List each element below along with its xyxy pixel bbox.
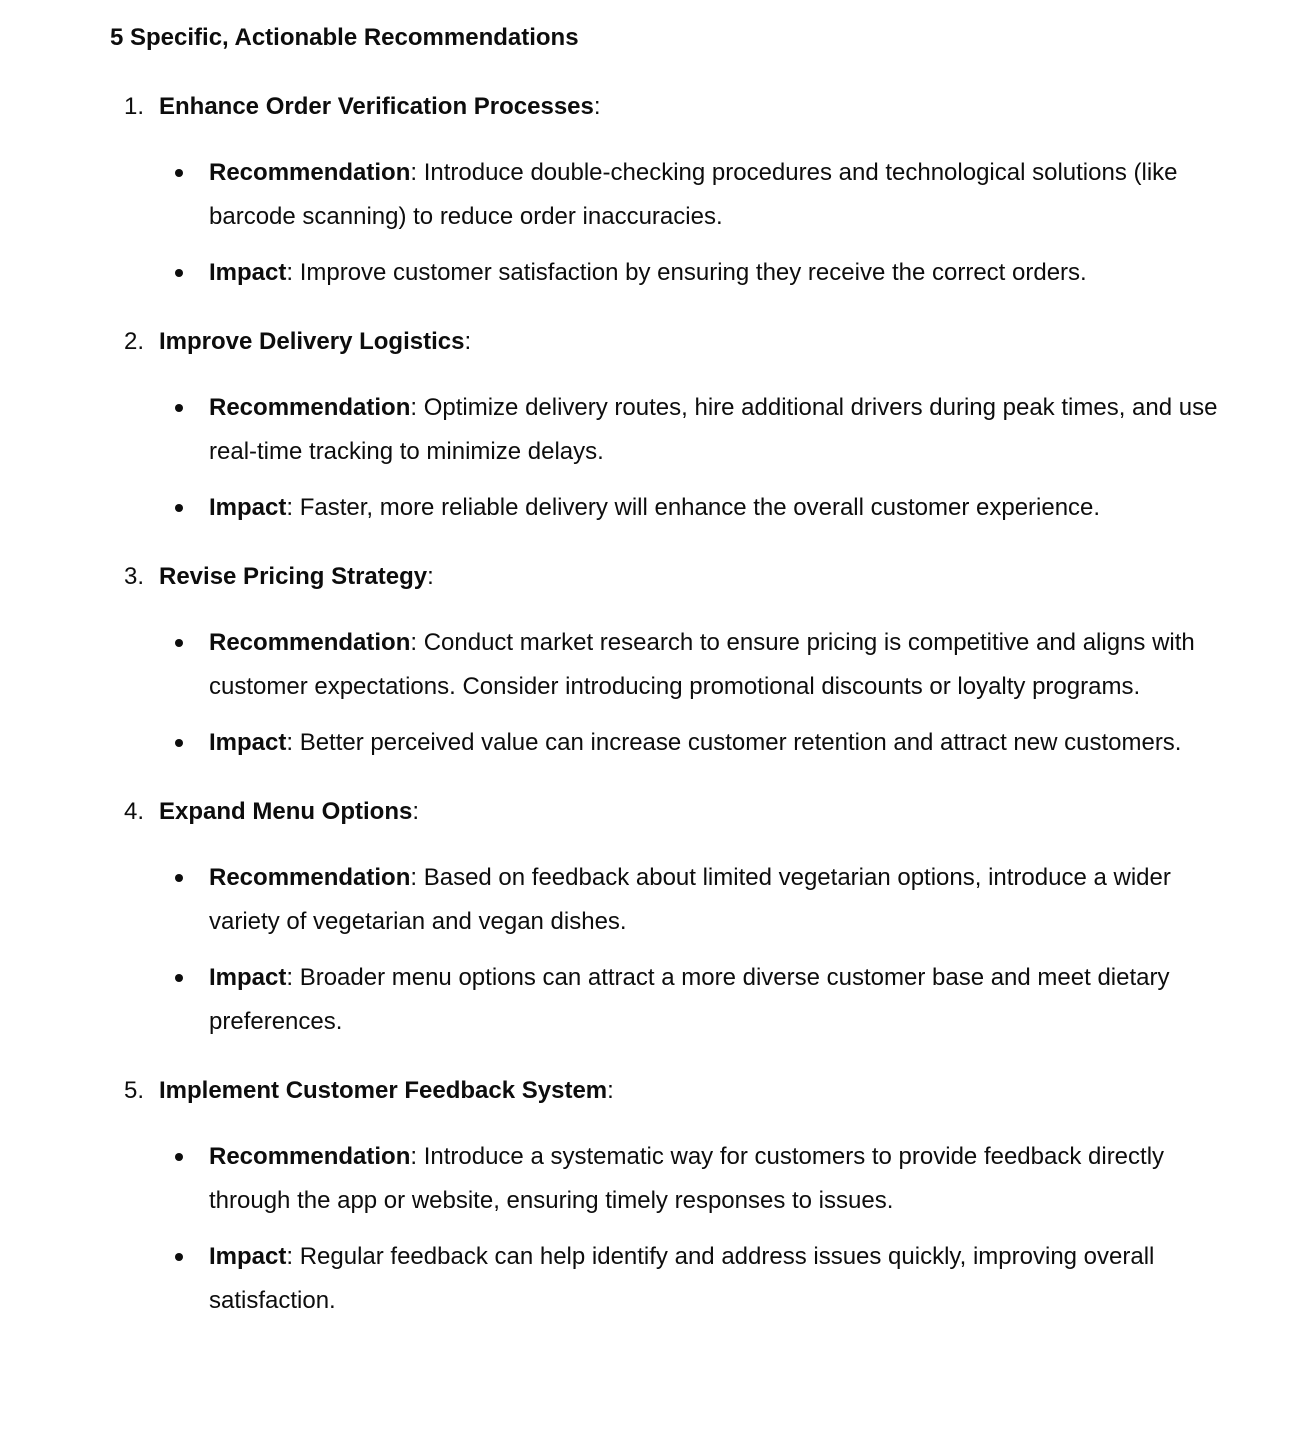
recommendation-item-1 xyxy=(110,91,1310,295)
detail-item xyxy=(110,1135,1310,1223)
title-colon: : xyxy=(427,563,434,590)
detail-label: Impact xyxy=(209,1243,287,1270)
detail-label: Recommendation xyxy=(209,394,411,421)
recommendation-title: Expand Menu Options xyxy=(159,798,413,825)
recommendation-header xyxy=(110,561,1310,593)
title-colon: : xyxy=(464,328,472,355)
bullet-icon xyxy=(175,504,183,512)
recommendation-item-5 xyxy=(110,1075,1310,1323)
recommendation-header xyxy=(110,1075,1310,1107)
recommendation-details xyxy=(110,621,1310,765)
title-colon: : xyxy=(607,1077,614,1104)
detail-text: : Regular feedback can help identify and address issues quickly, improving overall satisfaction. xyxy=(209,1243,1155,1314)
recommendation-number: 3. xyxy=(124,563,145,590)
detail-label: Recommendation xyxy=(209,864,411,891)
bullet-icon xyxy=(175,1253,183,1261)
recommendation-details xyxy=(110,151,1310,295)
recommendation-title: Revise Pricing Strategy xyxy=(159,563,428,590)
detail-label: Impact xyxy=(209,964,287,991)
detail-item xyxy=(110,856,1310,944)
bullet-icon xyxy=(175,169,183,177)
recommendation-title: Implement Customer Feedback System xyxy=(159,1077,608,1104)
recommendations-list xyxy=(110,91,1310,1323)
detail-item xyxy=(110,486,1310,530)
detail-item xyxy=(110,386,1310,474)
recommendation-title: Improve Delivery Logistics xyxy=(159,328,465,355)
bullet-icon xyxy=(175,639,183,647)
detail-label: Impact xyxy=(209,259,287,286)
title-colon: : xyxy=(412,798,420,825)
detail-label: Impact xyxy=(209,494,287,521)
detail-label: Recommendation xyxy=(209,629,411,656)
detail-text: : Faster, more reliable delivery will enhance the overall customer experience. xyxy=(286,494,1101,521)
bullet-icon xyxy=(175,874,183,882)
recommendation-number: 1. xyxy=(124,93,145,120)
recommendation-header xyxy=(110,326,1310,358)
detail-item xyxy=(110,251,1310,295)
recommendation-number: 4. xyxy=(124,798,145,825)
bullet-icon xyxy=(175,404,183,412)
detail-text: : Conduct market research to ensure pricing is competitive and aligns with customer expectations. Consider introducing promotional discounts or loyalty programs. xyxy=(209,629,1195,700)
detail-item xyxy=(110,956,1310,1044)
detail-label: Impact xyxy=(209,729,287,756)
detail-text: : Better perceived value can increase customer retention and attract new customers. xyxy=(286,729,1182,756)
bullet-icon xyxy=(175,269,183,277)
recommendation-item-2 xyxy=(110,326,1310,530)
detail-text: : Broader menu options can attract a more diverse customer base and meet dietary preferences. xyxy=(209,964,1170,1035)
detail-label: Recommendation xyxy=(209,159,411,186)
bullet-icon xyxy=(175,974,183,982)
recommendation-header xyxy=(110,91,1310,123)
detail-text: : Improve customer satisfaction by ensuring they receive the correct orders. xyxy=(286,259,1087,286)
detail-item xyxy=(110,621,1310,709)
detail-item xyxy=(110,721,1310,765)
detail-text: : Introduce a systematic way for customers to provide feedback directly through the app or website, ensuring timely responses to issues. xyxy=(209,1143,1165,1214)
detail-item xyxy=(110,151,1310,239)
recommendation-item-3 xyxy=(110,561,1310,765)
section-heading: 5 Specific, Actionable Recommendations xyxy=(110,24,579,51)
recommendation-title: Enhance Order Verification Processes xyxy=(159,93,594,120)
recommendation-header xyxy=(110,796,1310,828)
recommendation-details xyxy=(110,386,1310,530)
bullet-icon xyxy=(175,739,183,747)
detail-text: : Introduce double-checking procedures and technological solutions (like barcode scanning) to reduce order inaccuracies. xyxy=(209,159,1178,230)
detail-text: : Optimize delivery routes, hire additional drivers during peak times, and use real-time tracking to minimize delays. xyxy=(209,394,1218,465)
recommendation-number: 2. xyxy=(124,328,145,355)
detail-label: Recommendation xyxy=(209,1143,411,1170)
recommendation-item-4 xyxy=(110,796,1310,1044)
recommendation-number: 5. xyxy=(124,1077,145,1104)
bullet-icon xyxy=(175,1153,183,1161)
title-colon: : xyxy=(593,93,601,120)
detail-text: : Based on feedback about limited vegetarian options, introduce a wider variety of vegetarian and vegan dishes. xyxy=(209,864,1171,935)
recommendation-details xyxy=(110,1135,1310,1323)
recommendation-details xyxy=(110,856,1310,1044)
detail-item xyxy=(110,1235,1310,1323)
